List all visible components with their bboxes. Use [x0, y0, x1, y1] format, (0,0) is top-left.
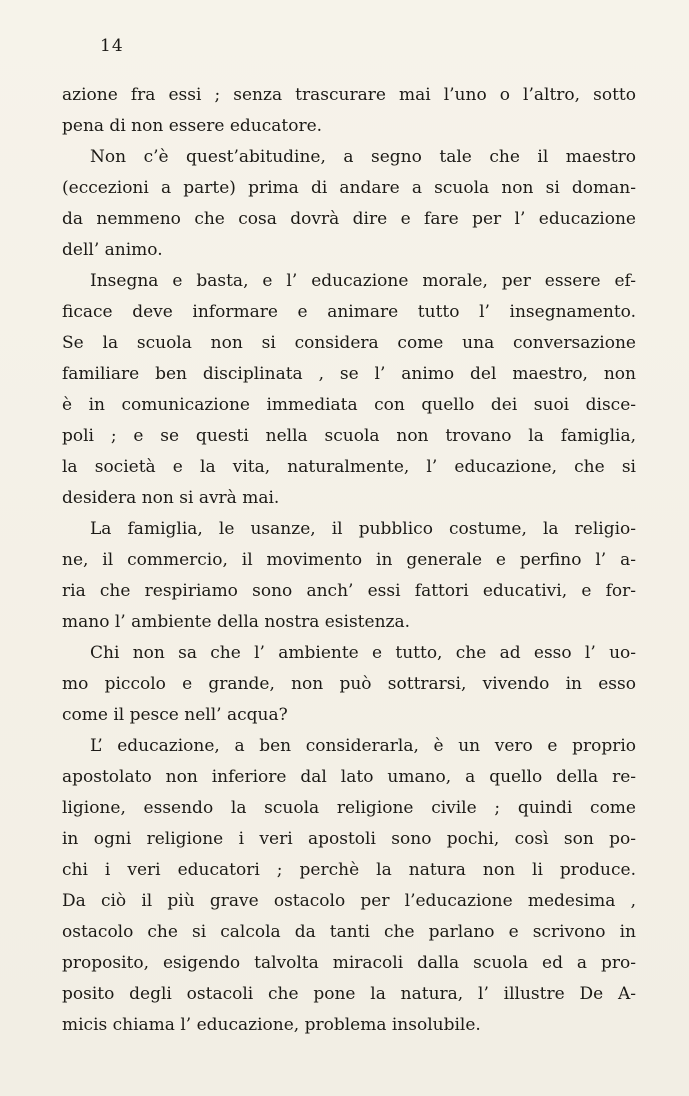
- text-line: ostacolo che si calcola da tanti che parlano e scrivono in: [62, 922, 636, 942]
- text-line: poli ; e se questi nella scuola non trovano la famiglia,: [62, 426, 636, 446]
- text-line: L’ educazione, a ben considerarla, è un vero e proprio: [90, 736, 636, 756]
- text-line: ria che respiriamo sono anch’ essi fattori educativi, e for-: [62, 581, 636, 601]
- paragraph: [62, 80, 636, 142]
- text-line: micis chiama l’ educazione, problema insolubile.: [62, 1015, 481, 1035]
- text-line: Insegna e basta, e l’ educazione morale, per essere ef-: [90, 271, 636, 291]
- paragraph: [62, 638, 636, 731]
- text-line: Se la scuola non si considera come una conversazione: [62, 333, 636, 353]
- text-line: ne, il commercio, il movimento in generale e perfino l’ a-: [62, 550, 636, 570]
- paragraph: [62, 142, 636, 266]
- text-line: Da ciò il più grave ostacolo per l’educazione medesima ,: [62, 891, 636, 911]
- text-line: Non c’è quest’abitudine, a segno tale che il maestro: [90, 147, 636, 167]
- text-line: desidera non si avrà mai.: [62, 488, 280, 508]
- page-number: 14: [100, 36, 124, 56]
- text-line: ligione, essendo la scuola religione civile ; quindi come: [62, 798, 636, 818]
- text-line: è in comunicazione immediata con quello dei suoi disce-: [62, 395, 636, 415]
- text-line: come il pesce nell’ acqua?: [62, 705, 288, 725]
- text-line: La famiglia, le usanze, il pubblico costume, la religio-: [90, 519, 636, 539]
- paragraph: [62, 266, 636, 514]
- text-line: familiare ben disciplinata , se l’ animo del maestro, non: [62, 364, 636, 384]
- text-line: chi i veri educatori ; perchè la natura non li produce.: [62, 860, 636, 880]
- text-line: (eccezioni a parte) prima di andare a scuola non si doman-: [62, 178, 636, 198]
- text-line: proposito, esigendo talvolta miracoli dalla scuola ed a pro-: [62, 953, 636, 973]
- text-line: ficace deve informare e animare tutto l’ insegnamento.: [62, 302, 636, 322]
- text-line: in ogni religione i veri apostoli sono pochi, così son po-: [62, 829, 636, 849]
- paragraph: [62, 514, 636, 638]
- paragraph: [62, 731, 636, 1041]
- text-line: apostolato non inferiore dal lato umano, a quello della re-: [62, 767, 636, 787]
- text-line: la società e la vita, naturalmente, l’ educazione, che si: [62, 457, 636, 477]
- body-text: [62, 80, 636, 1041]
- text-line: mano l’ ambiente della nostra esistenza.: [62, 612, 411, 632]
- text-line: posito degli ostacoli che pone la natura, l’ illustre De A-: [62, 984, 636, 1004]
- text-line: dell’ animo.: [62, 240, 163, 260]
- text-line: pena di non essere educatore.: [62, 116, 323, 136]
- text-line: mo piccolo e grande, non può sottrarsi, vivendo in esso: [62, 674, 636, 694]
- text-line: azione fra essi ; senza trascurare mai l’uno o l’altro, sotto: [62, 85, 636, 105]
- text-line: Chi non sa che l’ ambiente e tutto, che ad esso l’ uo-: [90, 643, 636, 663]
- text-line: da nemmeno che cosa dovrà dire e fare per l’ educazione: [62, 209, 636, 229]
